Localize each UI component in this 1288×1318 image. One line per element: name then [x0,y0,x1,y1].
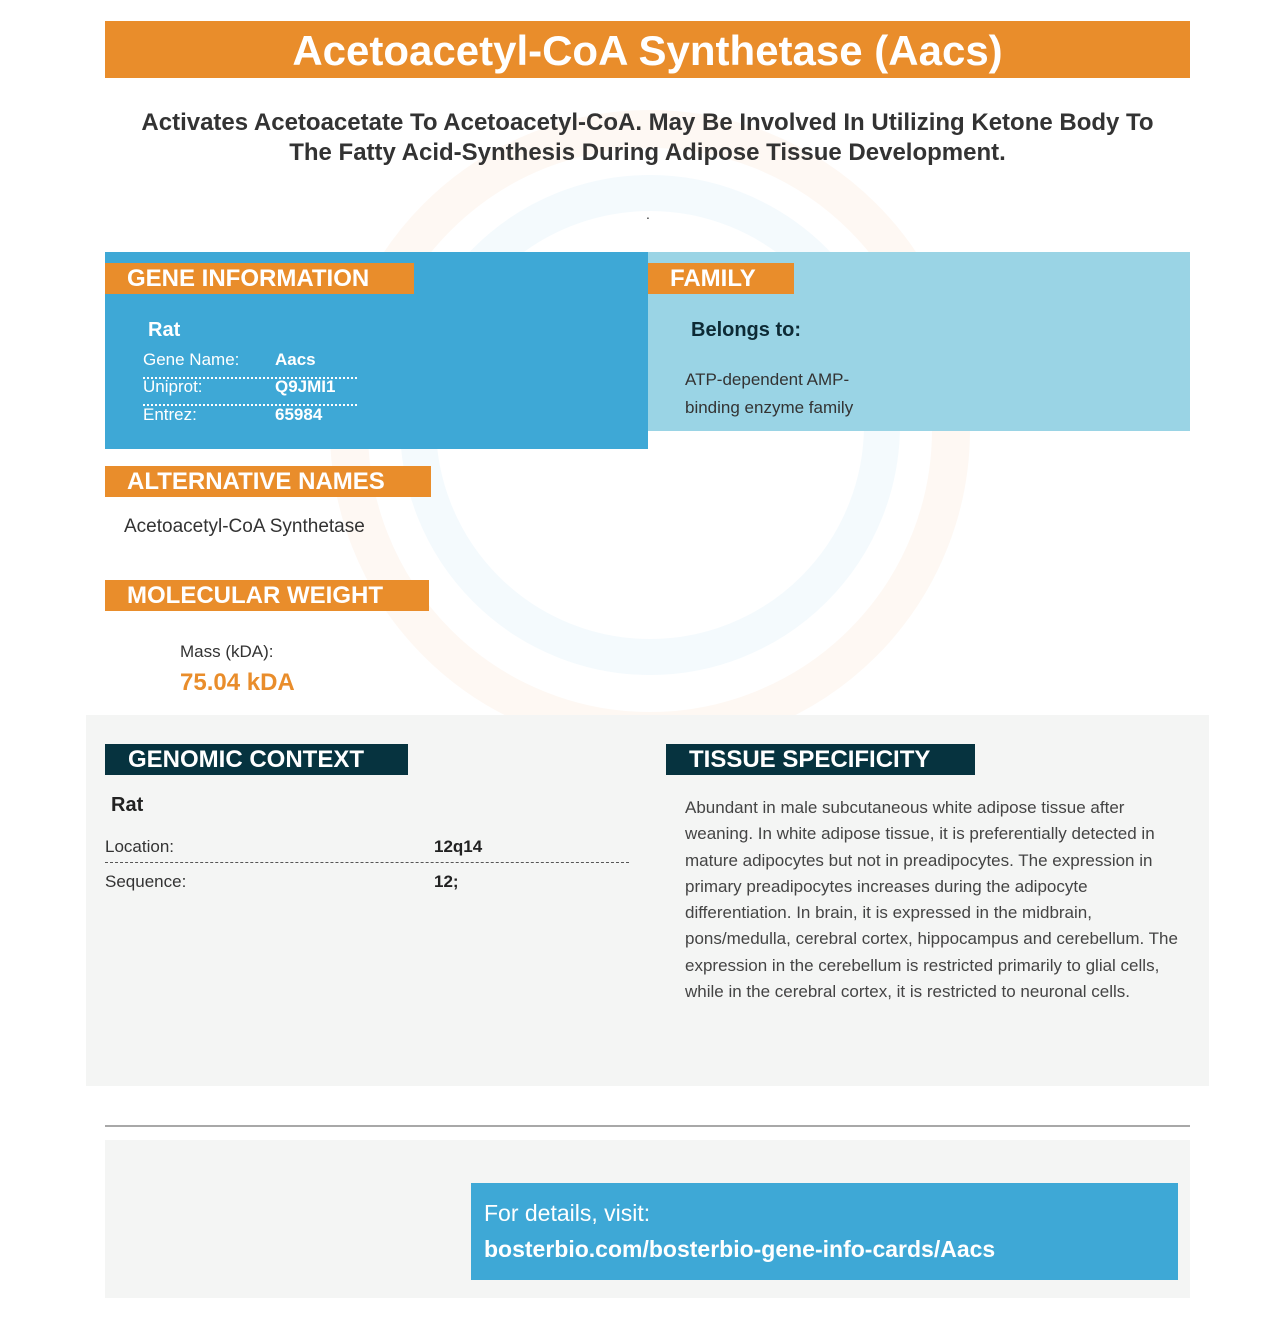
details-url-link[interactable]: bosterbio.com/bosterbio-gene-info-cards/Aacs [484,1236,996,1262]
gene-species: Rat [148,319,181,341]
entrez-value: 65984 [275,405,323,424]
tissue-specificity-heading: TISSUE SPECIFICITY [666,744,975,775]
molecular-weight-heading: MOLECULAR WEIGHT [105,580,429,611]
mass-label: Mass (kDA): [180,642,274,661]
page-title: Acetoacetyl-CoA Synthetase (Aacs) [105,21,1190,78]
mass-value: 75.04 kDA [180,669,295,696]
details-link-box[interactable] [471,1183,1178,1280]
gene-name-label: Gene Name: [143,350,240,369]
tissue-specificity-text: Abundant in male subcutaneous white adipose tissue after weaning. In white adipose tissue, it is preferentially detected in mature adipocytes but not in preadipocytes. The expression in primary preadipocytes increases during the adipocyte differentiation. In brain, it is expressed in the midbrain, pons/medulla, cerebral cortex, hippocampus and cerebellum. The expression in the cerebellum is restricted primarily to glial cells, while in the cerebral cortex, it is restricted to neuronal cells. [685,798,1178,1002]
location-label: Location: [105,837,174,856]
gene-description: Activates Acetoacetate To Acetoacetyl-CoA. May Be Involved In Utilizing Ketone Body To The Fatty Acid-Synthesis During Adipose Tissue Development. [141,109,1154,166]
entrez-row [143,405,357,432]
uniprot-value: Q9JMI1 [275,377,336,396]
gene-name-row [143,350,357,379]
entrez-label: Entrez: [143,405,197,424]
uniprot-row [143,377,357,406]
family-heading: FAMILY [648,263,794,294]
location-row [105,828,629,863]
genomic-context-heading: GENOMIC CONTEXT [105,744,408,775]
gene-name-value: Aacs [275,350,316,369]
sequence-row [105,863,629,897]
sequence-value: 12; [434,872,459,891]
family-belongs-label: Belongs to: [691,319,801,341]
alternative-names-heading: ALTERNATIVE NAMES [105,466,431,497]
family-name: ATP-dependent AMP-binding enzyme family [685,370,854,417]
divider [105,1125,1190,1127]
stray-dot: . [646,206,650,222]
uniprot-label: Uniprot: [143,377,203,396]
genomic-context-species: Rat [111,794,144,816]
location-value: 12q14 [434,837,483,856]
gene-information-heading: GENE INFORMATION [105,263,414,294]
details-label: For details, visit: [484,1200,651,1226]
alternative-name: Acetoacetyl-CoA Synthetase [124,516,365,537]
sequence-label: Sequence: [105,872,187,891]
